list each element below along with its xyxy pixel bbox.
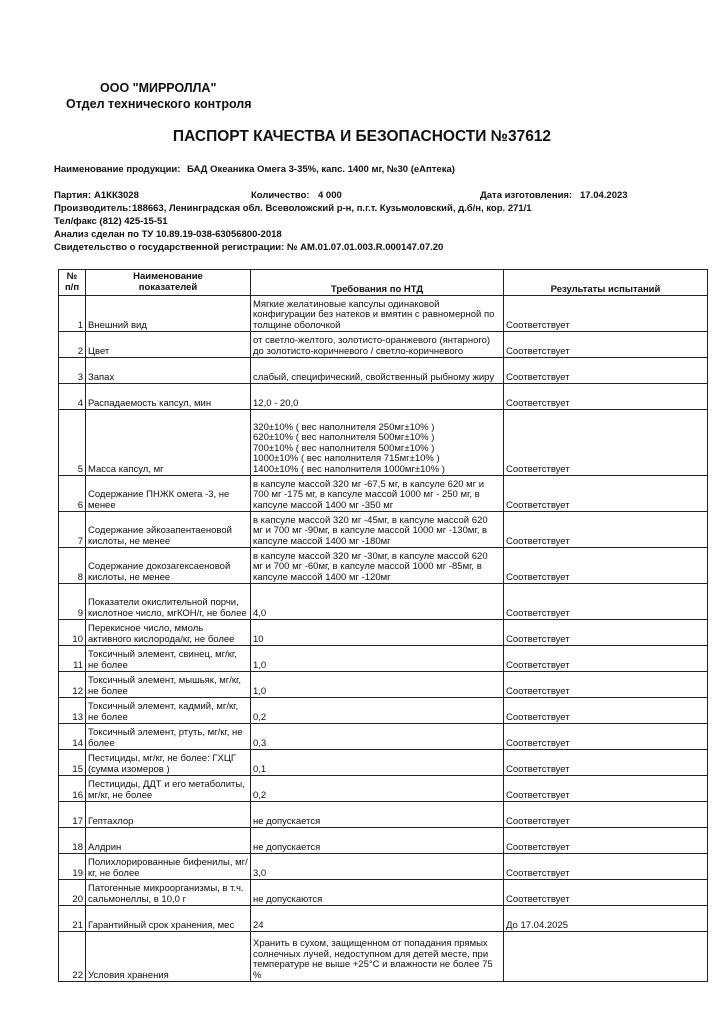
row-requirement: 1,0 (251, 646, 504, 672)
row-number: 5 (59, 410, 86, 476)
row-parameter: Условия хранения (86, 932, 251, 982)
department-name: Отдел технического контроля (66, 97, 252, 111)
row-parameter: Алдрин (86, 828, 251, 854)
row-parameter: Запах (86, 358, 251, 384)
table-row (59, 932, 708, 982)
row-result: Соответствует (504, 332, 708, 358)
phone: Тел/факс (812) 425-15-51 (54, 216, 168, 227)
row-parameter: Содержание докозагексаеновой кислоты, не менее (86, 548, 251, 584)
row-result: Соответствует (504, 410, 708, 476)
product-label: Наименование продукции: (54, 164, 181, 175)
row-number: 9 (59, 584, 86, 620)
row-number: 20 (59, 880, 86, 906)
row-number: 7 (59, 512, 86, 548)
row-result: Соответствует (504, 476, 708, 512)
table-row (59, 296, 708, 332)
row-requirement: в капсуле массой 320 мг -67,5 мг, в капсуле 620 мг и 700 мг -175 мг, в капсуле массой 1000 мг - 250 мг, в капсуле массой 1400 мг -350 мг (251, 476, 504, 512)
table-row (59, 620, 708, 646)
date-label: Дата изготовления: (480, 190, 573, 201)
row-parameter: Распадаемость капсул, мин (86, 384, 251, 410)
row-parameter: Гептахлор (86, 802, 251, 828)
row-number: 18 (59, 828, 86, 854)
row-result (504, 932, 708, 982)
row-number: 22 (59, 932, 86, 982)
row-result: Соответствует (504, 854, 708, 880)
row-number: 2 (59, 332, 86, 358)
header-results: Результаты испытаний (504, 270, 708, 296)
table-row (59, 802, 708, 828)
table-row (59, 358, 708, 384)
row-parameter: Токсичный элемент, мышьяк, мг/кг, не более (86, 672, 251, 698)
row-parameter: Содержание ПНЖК омега -3, не менее (86, 476, 251, 512)
table-row (59, 724, 708, 750)
row-requirement: 320±10% ( вес наполнителя 250мг±10% ) 620±10% ( вес наполнителя 500мг±10% ) 700±10% ( вес наполнителя 500мг±10% ) 1000±10% ( вес наполнителя 715мг±10% ) 1400±10% ( вес наполнителя 1000мг±10% ) (251, 410, 504, 476)
row-requirement: 0,1 (251, 750, 504, 776)
row-number: 6 (59, 476, 86, 512)
row-requirement: Хранить в сухом, защищенном от попадания прямых солнечных лучей, недоступном для детей месте, при температуре не выше +25°С и влажности не более 75 % (251, 932, 504, 982)
analysis-standard: Анализ сделан по ТУ 10.89.19-038-63056800-2018 (54, 229, 282, 240)
row-parameter: Показатели окислительной порчи, кислотное число, мгКОН/г, не более (86, 584, 251, 620)
row-number: 19 (59, 854, 86, 880)
row-requirement: не допускаются (251, 880, 504, 906)
row-number: 21 (59, 906, 86, 932)
quality-table (58, 269, 708, 982)
row-requirement: 12,0 - 20,0 (251, 384, 504, 410)
document-title: ПАСПОРТ КАЧЕСТВА И БЕЗОПАСНОСТИ №37612 (172, 128, 552, 145)
row-parameter: Токсичный элемент, свинец, мг/кг, не более (86, 646, 251, 672)
row-requirement: 0,2 (251, 776, 504, 802)
row-result: Соответствует (504, 296, 708, 332)
row-result: Соответствует (504, 828, 708, 854)
row-number: 8 (59, 548, 86, 584)
manufacturer-label: Производитель: (54, 203, 132, 214)
table-row (59, 384, 708, 410)
registration-certificate: Свидетельство о государственной регистрации: № AM.01.07.01.003.R.000147.07.20 (54, 242, 444, 253)
table-row (59, 584, 708, 620)
table-row (59, 548, 708, 584)
row-result: Соответствует (504, 776, 708, 802)
row-parameter: Полихлорированные бифенилы, мг/кг, не более (86, 854, 251, 880)
table-row (59, 646, 708, 672)
table-row (59, 698, 708, 724)
row-parameter: Внешний вид (86, 296, 251, 332)
row-parameter: Пестициды, ДДТ и его метаболиты, мг/кг, не более (86, 776, 251, 802)
row-result: Соответствует (504, 548, 708, 584)
row-requirement: 10 (251, 620, 504, 646)
row-result: Соответствует (504, 672, 708, 698)
row-result: До 17.04.2025 (504, 906, 708, 932)
row-result: Соответствует (504, 512, 708, 548)
row-requirement: от светло-желтого, золотисто-оранжевого (янтарного) до золотисто-коричневого / светло-коричневого (251, 332, 504, 358)
row-parameter: Патогенные микроорганизмы, в т.ч. сальмонеллы, в 10,0 г (86, 880, 251, 906)
row-result: Соответствует (504, 880, 708, 906)
row-number: 11 (59, 646, 86, 672)
table-row (59, 672, 708, 698)
table-row (59, 828, 708, 854)
table-row (59, 410, 708, 476)
row-parameter: Перекисное число, ммоль активного кислорода/кг, не более (86, 620, 251, 646)
row-result: Соответствует (504, 724, 708, 750)
table-row (59, 332, 708, 358)
row-number: 3 (59, 358, 86, 384)
row-requirement: не допускается (251, 802, 504, 828)
row-requirement: 1,0 (251, 672, 504, 698)
row-result: Соответствует (504, 384, 708, 410)
row-result: Соответствует (504, 620, 708, 646)
table-row (59, 906, 708, 932)
row-result: Соответствует (504, 802, 708, 828)
row-parameter: Масса капсул, мг (86, 410, 251, 476)
row-requirement: слабый, специфический, свойственный рыбному жиру (251, 358, 504, 384)
row-parameter: Токсичный элемент, кадмий, мг/кг, не более (86, 698, 251, 724)
table-header-row (59, 270, 708, 296)
batch-label: Партия: (54, 190, 91, 201)
table-row (59, 512, 708, 548)
table-row (59, 776, 708, 802)
row-requirement: в капсуле массой 320 мг -30мг, в капсуле массой 620 мг и 700 мг -60мг, в капсуле массой 1000 мг -85мг, в капсуле массой 1400 мг -120мг (251, 548, 504, 584)
table-row (59, 476, 708, 512)
row-requirement: 24 (251, 906, 504, 932)
row-requirement: Мягкие желатиновые капсулы одинаковой конфигурации без натеков и вмятин с равномерной по толщине оболочкой (251, 296, 504, 332)
header-name: Наименование показателей (86, 270, 251, 296)
batch-value: А1КК3028 (94, 190, 139, 201)
row-parameter: Токсичный элемент, ртуть, мг/кг, не более (86, 724, 251, 750)
row-requirement: не допускается (251, 828, 504, 854)
row-requirement: в капсуле массой 320 мг -45мг, в капсуле массой 620 мг и 700 мг -90мг, в капсуле массой 1000 мг -130мг, в капсуле массой 1400 мг -180мг (251, 512, 504, 548)
row-number: 10 (59, 620, 86, 646)
row-parameter: Цвет (86, 332, 251, 358)
quantity-label: Количество: (251, 190, 310, 201)
table-row (59, 854, 708, 880)
row-result: Соответствует (504, 584, 708, 620)
row-number: 16 (59, 776, 86, 802)
row-result: Соответствует (504, 358, 708, 384)
quantity-value: 4 000 (318, 190, 342, 201)
row-requirement: 0,3 (251, 724, 504, 750)
table-row (59, 750, 708, 776)
row-result: Соответствует (504, 750, 708, 776)
organization-name: ООО "МИРРОЛЛА" (100, 81, 217, 95)
row-number: 12 (59, 672, 86, 698)
product-value: БАД Океаника Омега 3-35%, капс. 1400 мг, №30 (еАптека) (187, 164, 455, 175)
date-value: 17.04.2023 (580, 190, 628, 201)
row-requirement: 3,0 (251, 854, 504, 880)
table-row (59, 880, 708, 906)
row-parameter: Пестициды, мг/кг, не более: ГХЦГ (сумма изомеров ) (86, 750, 251, 776)
row-requirement: 4,0 (251, 584, 504, 620)
row-number: 15 (59, 750, 86, 776)
row-number: 17 (59, 802, 86, 828)
row-result: Соответствует (504, 698, 708, 724)
row-parameter: Содержание эйкозапентаеновой кислоты, не менее (86, 512, 251, 548)
row-number: 1 (59, 296, 86, 332)
row-number: 13 (59, 698, 86, 724)
row-parameter: Гарантийный срок хранения, мес (86, 906, 251, 932)
row-requirement: 0,2 (251, 698, 504, 724)
manufacturer-value: 188663, Ленинградская обл. Всеволожский р-н, п.г.т. Кузьмоловский, д.б/н, кор. 271/1 (132, 203, 532, 214)
header-num: № п/п (59, 270, 86, 296)
row-number: 4 (59, 384, 86, 410)
table-body (59, 296, 708, 982)
header-requirements: Требования по НТД (251, 270, 504, 296)
row-result: Соответствует (504, 646, 708, 672)
row-number: 14 (59, 724, 86, 750)
